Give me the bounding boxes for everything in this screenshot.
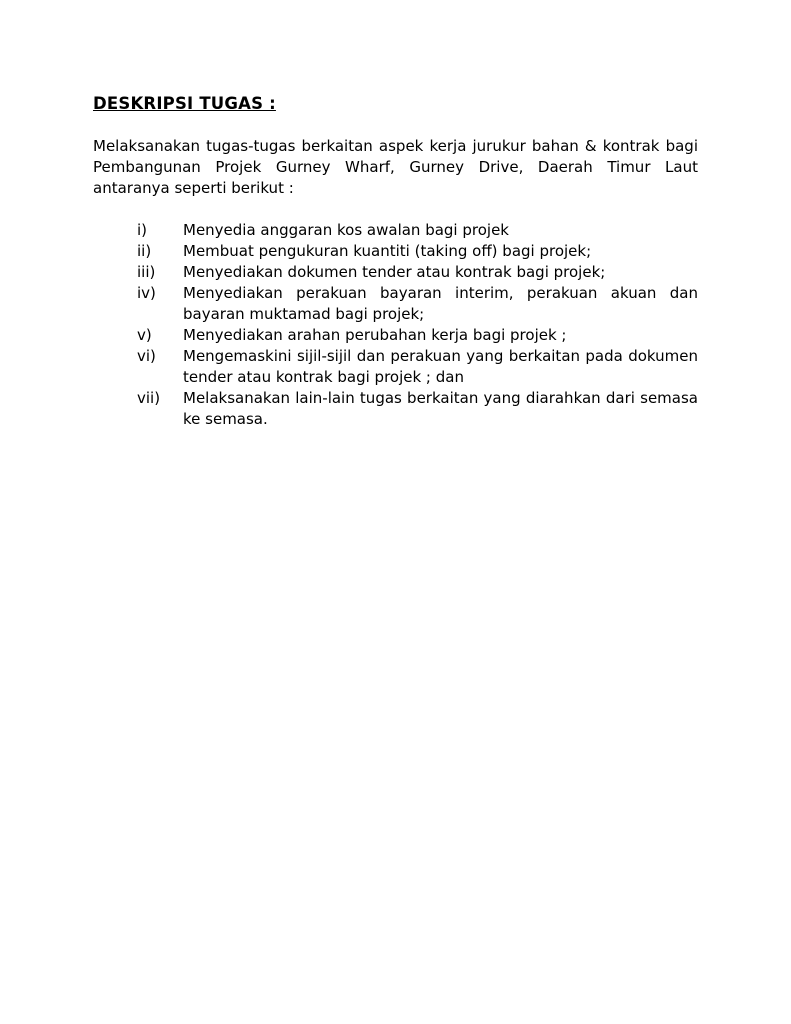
intro-paragraph: Melaksanakan tugas-tugas berkaitan aspek kerja jurukur bahan & kontrak bagi Pembangunan Projek Gurney Wharf, Gurney Drive, Daerah Timur Laut antaranya seperti berikut :: [93, 137, 698, 197]
list-item: [93, 241, 698, 262]
list-item-text: Menyediakan arahan perubahan kerja bagi projek ;: [183, 326, 567, 344]
list-item: [93, 283, 698, 325]
list-item-text: Menyediakan perakuan bayaran interim, perakuan akuan dan bayaran muktamad bagi projek;: [183, 284, 698, 323]
list-item-text: Mengemaskini sijil-sijil dan perakuan yang berkaitan pada dokumen tender atau kontrak bagi projek ; dan: [183, 347, 698, 386]
list-item-marker: iii): [137, 263, 156, 281]
list-item: [93, 388, 698, 430]
list-item-text: Menyediakan dokumen tender atau kontrak bagi projek;: [183, 263, 606, 281]
list-item-marker: v): [137, 326, 152, 344]
task-list: [93, 220, 698, 430]
list-item-text: Menyedia anggaran kos awalan bagi projek: [183, 221, 509, 239]
list-item-marker: vi): [137, 347, 156, 365]
list-item: [93, 325, 698, 346]
list-item-marker: iv): [137, 284, 156, 302]
page-title: DESKRIPSI TUGAS :: [93, 94, 276, 113]
list-item: [93, 220, 698, 241]
list-item-text: Melaksanakan lain-lain tugas berkaitan yang diarahkan dari semasa ke semasa.: [183, 389, 698, 428]
list-item-marker: vii): [137, 389, 161, 407]
list-item-text: Membuat pengukuran kuantiti (taking off) bagi projek;: [183, 242, 592, 260]
list-item: [93, 262, 698, 283]
list-item: [93, 346, 698, 388]
list-item-marker: i): [137, 221, 148, 239]
list-item-marker: ii): [137, 242, 152, 260]
